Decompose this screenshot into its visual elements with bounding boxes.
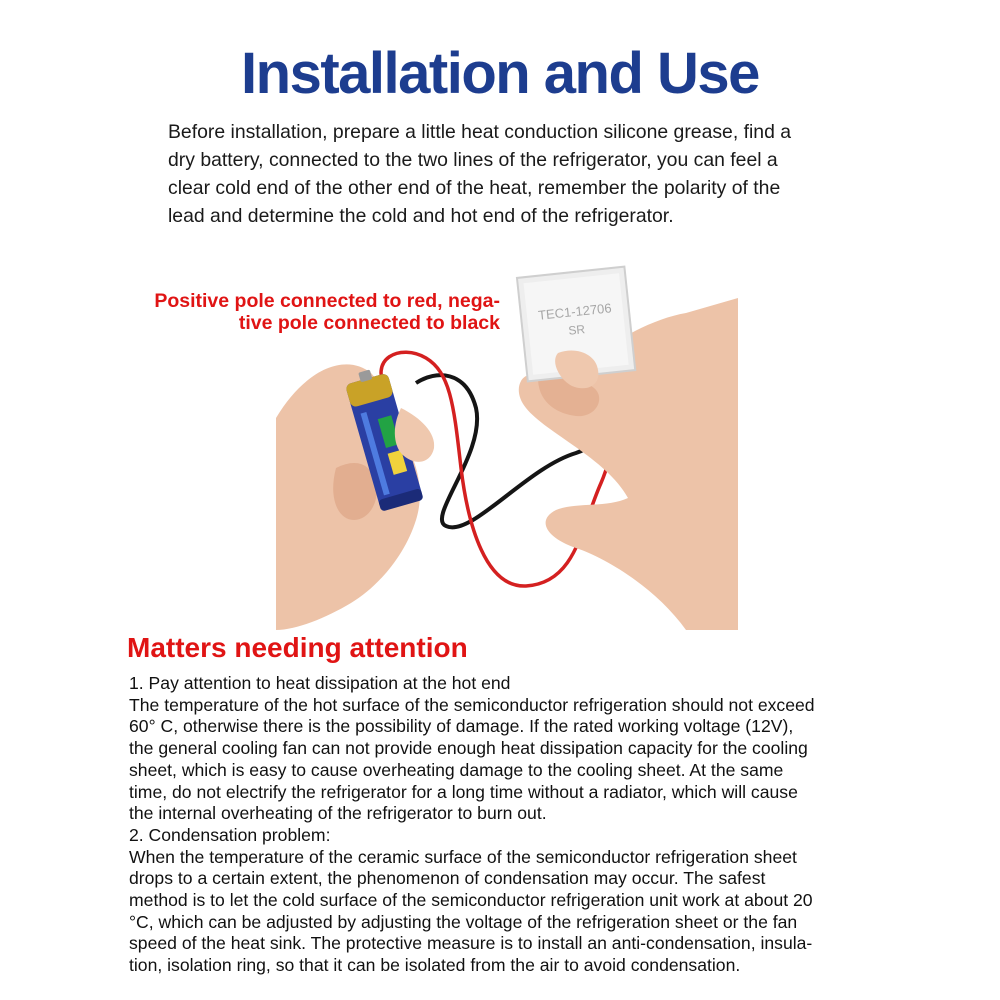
attention-line: method is to let the cold surface of the semiconductor refrigeration unit work at about 20 <box>129 890 813 911</box>
attention-line: 1. Pay attention to heat dissipation at the hot end <box>129 673 511 693</box>
intro-paragraph <box>168 118 868 230</box>
caption-line: Positive pole connected to red, nega- <box>154 290 500 312</box>
attention-line: 2. Condensation problem: <box>129 824 331 845</box>
attention-line: speed of the heat sink. The protective measure is to install an anti-condensation, insula- <box>129 933 813 954</box>
attention-line: The temperature of the hot surface of the semiconductor refrigeration should not exceed <box>129 694 815 715</box>
intro-line: Before installation, prepare a little heat conduction silicone grease, find a <box>168 121 792 143</box>
attention-line: the general cooling fan can not provide enough heat dissipation capacity for the cooling <box>129 738 808 759</box>
module-suffix-label: SR <box>567 322 586 338</box>
attention-body <box>129 673 889 977</box>
attention-line: the internal overheating of the refrigerator to burn out. <box>129 803 547 824</box>
attention-line: °C, which can be adjusted by adjusting the voltage of the refrigeration sheet or the fan <box>129 911 798 932</box>
attention-line: sheet, which is easy to cause overheating damage to the cooling sheet. At the same <box>129 759 784 780</box>
intro-line: dry battery, connected to the two lines of the refrigerator, you can feel a <box>168 149 778 171</box>
attention-line: 60° C, otherwise there is the possibility of damage. If the rated working voltage (12V), <box>129 716 794 737</box>
caption-line: tive pole connected to black <box>238 312 500 334</box>
intro-line: lead and determine the cold and hot end of the refrigerator. <box>168 205 674 227</box>
polarity-caption <box>120 290 500 334</box>
attention-line: When the temperature of the ceramic surface of the semiconductor refrigeration sheet <box>129 846 797 867</box>
attention-line: tion, isolation ring, so that it can be isolated from the air to avoid condensation. <box>129 955 741 976</box>
attention-line: time, do not electrify the refrigerator for a long time without a radiator, which will cause <box>129 781 798 802</box>
module-model-label: TEC1-12706 <box>537 300 613 323</box>
attention-line: drops to a certain extent, the phenomenon of condensation may occur. The safest <box>129 868 766 889</box>
attention-heading: Matters needing attention <box>127 632 468 663</box>
page-title: Installation and Use <box>241 41 759 106</box>
intro-line: clear cold end of the other end of the heat, remember the polarity of the <box>168 177 781 199</box>
